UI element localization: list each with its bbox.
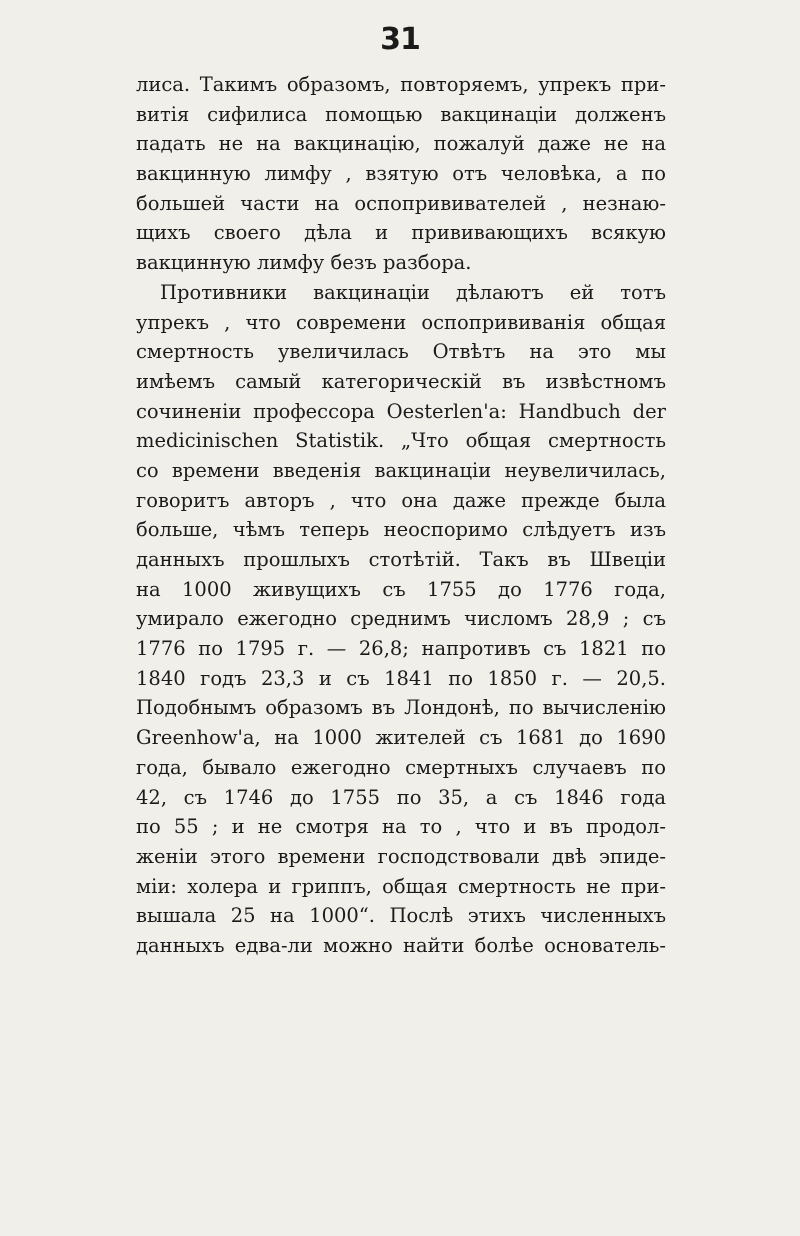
text-line: вакцинную лимфу , взятую отъ человѣка, а по — [136, 162, 666, 186]
text-line: умирало ежегодно среднимъ числомъ 28,9 ; съ — [136, 607, 666, 631]
text-line: говоритъ авторъ , что она даже прежде была — [136, 488, 666, 512]
text-line: Greenhow'a, на 1000 жителей съ 1681 до 1690 — [136, 726, 666, 750]
text-line: больше, чѣмъ теперь неоспоримо слѣдуетъ изъ — [136, 518, 666, 542]
text-line: щихъ своего дѣла и прививающихъ всякую — [136, 221, 666, 245]
text-line: міи: холера и гриппъ, общая смертность не при- — [136, 874, 666, 898]
text-line: medicinischen Statistik. „Что общая смертность — [136, 429, 666, 453]
text-line: женіи этого времени господствовали двѣ эпиде- — [136, 844, 666, 868]
text-line: 42, съ 1746 до 1755 по 35, а съ 1846 года — [136, 785, 666, 809]
text-line: на 1000 живущихъ съ 1755 до 1776 года, — [136, 577, 666, 601]
text-line: Подобнымъ образомъ въ Лондонѣ, по вычисленію — [136, 696, 666, 720]
text-line: падать не на вакцинацію, пожалуй даже не на — [136, 132, 666, 156]
text-line: данныхъ прошлыхъ стотѣтій. Такъ въ Швеціи — [136, 548, 666, 571]
text-line: витія сифилиса помощью вакцинаціи долженъ — [136, 102, 666, 126]
text-line: упрекъ , что современи оспопрививанія общая — [136, 310, 666, 334]
text-line: сочиненіи профессора Oesterlen'a: Handbuch der — [136, 399, 666, 423]
text-line: 1776 по 1795 г. — 26,8; напротивъ съ 1821 по — [136, 637, 666, 661]
text-line: вышала 25 на 1000“. Послѣ этихъ численныхъ — [136, 904, 666, 928]
text-line: по 55 ; и не смотря на то , что и въ продол- — [136, 815, 666, 839]
text-line: вакцинную лимфу безъ разбора. — [136, 251, 472, 275]
body-text — [136, 70, 666, 961]
text-line: 1840 годъ 23,3 и съ 1841 по 1850 г. — 20,5. — [136, 666, 666, 690]
text-line: имѣемъ самый категорическій въ извѣстномъ — [136, 369, 666, 393]
text-line: Противники вакцинаціи дѣлаютъ ей тотъ — [160, 280, 666, 304]
text-line: со времени введенія вакцинаціи неувеличилась, — [136, 458, 666, 482]
page-number: 31 — [380, 22, 420, 57]
text-line: смертность увеличилась Отвѣтъ на это мы — [136, 340, 666, 364]
text-line: года, бывало ежегодно смертныхъ случаевъ по — [136, 755, 666, 779]
text-line: лиса. Такимъ образомъ, повторяемъ, упрекъ при- — [136, 73, 666, 96]
text-line: большей части на оспопрививателей , незнаю- — [136, 191, 666, 215]
text-line: данныхъ едва-ли можно найти болѣе основатель- — [136, 933, 666, 957]
